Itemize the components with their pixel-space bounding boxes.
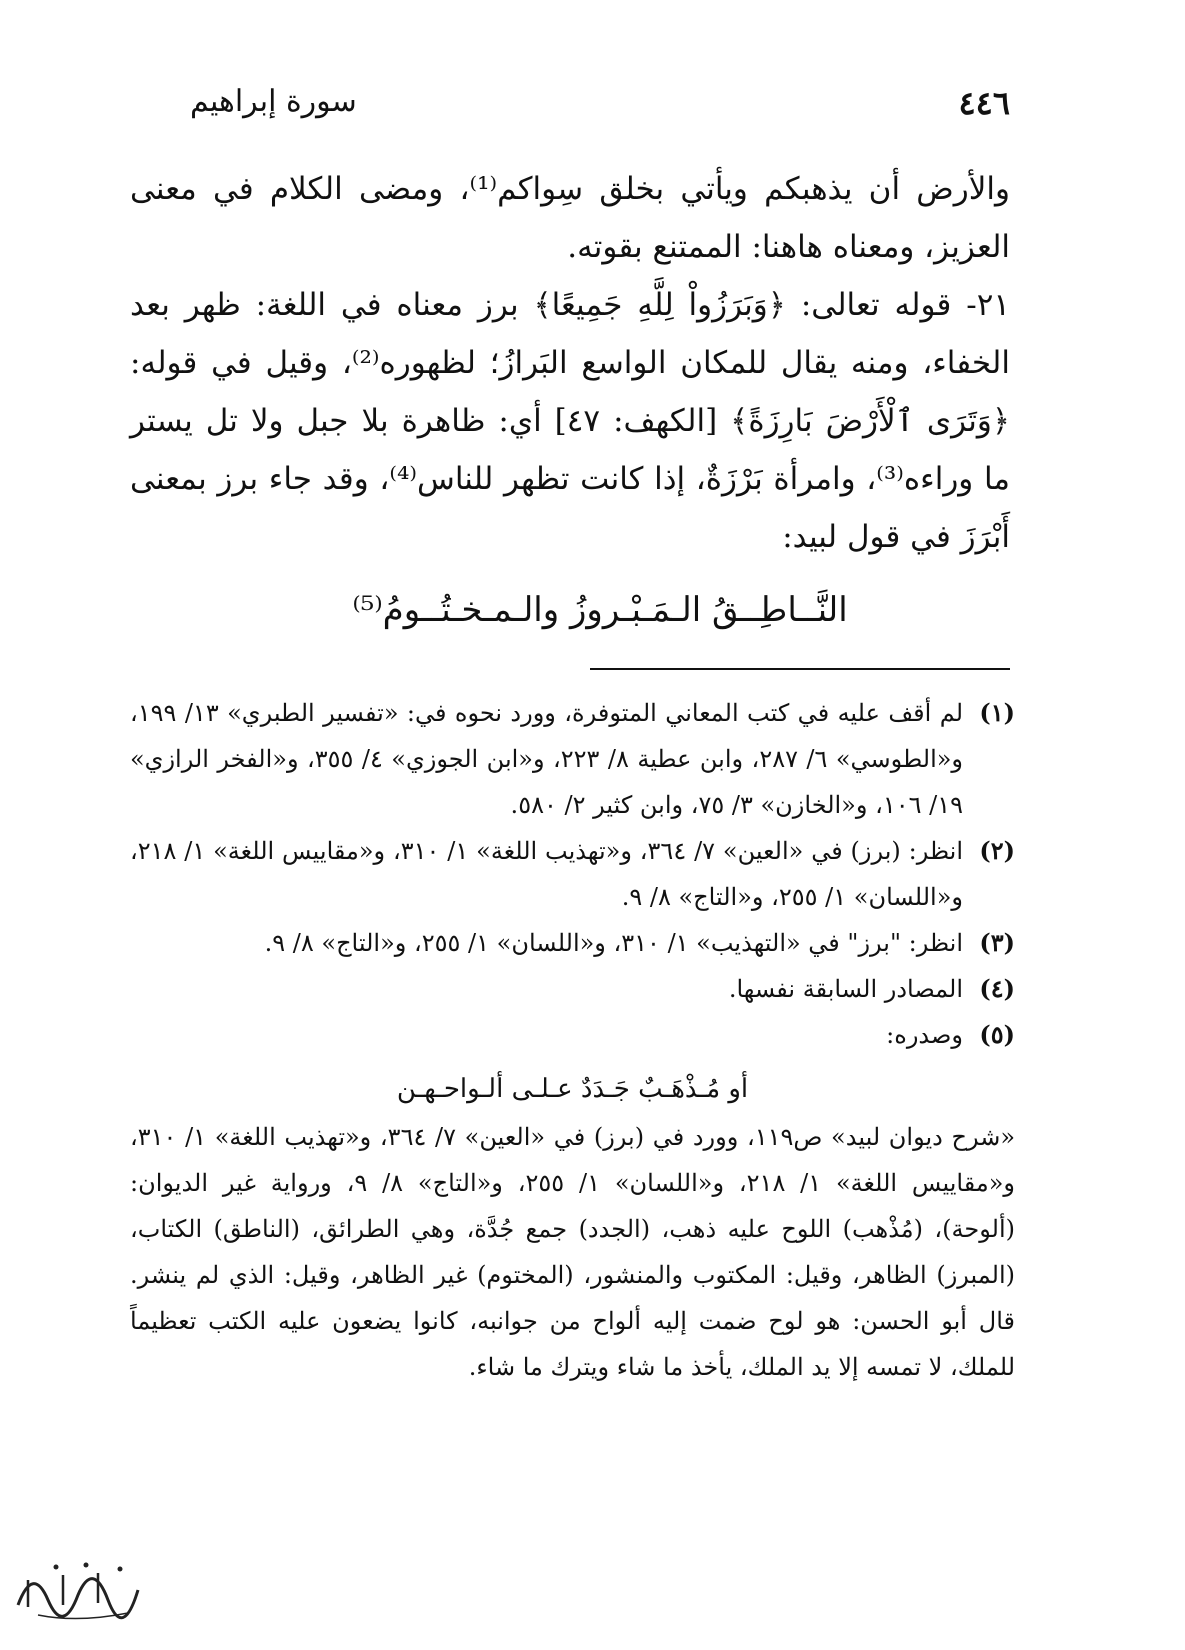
- footnote-text: المصادر السابقة نفسها.: [728, 975, 963, 1003]
- footnote-number: (٤): [979, 974, 1015, 1003]
- footnote-number: (١): [979, 698, 1015, 727]
- footnote-text: وصدره:: [886, 1021, 963, 1049]
- footnote-text: انظر: (برز) في «العين» ٧/ ٣٦٤، و«تهذيب اللغة» ١/ ٣١٠، و«مقاييس اللغة» ١/ ٢١٨، و«اللسان» ١/ ٢٥٥، و«التاج» ٨/ ٩.: [130, 837, 964, 911]
- footnotes: [130, 690, 1015, 1390]
- footnote: [130, 690, 1015, 828]
- footnote: [130, 966, 1015, 1012]
- footnote-number: (٢): [979, 836, 1015, 865]
- calligraphy-logo-icon: [8, 1545, 148, 1625]
- footnote: [130, 828, 1015, 920]
- poem-verse: النَّــاطِــقُ الـمَـبْـروزُ والـمـخـتُــومُ⁽⁵⁾: [352, 590, 848, 630]
- footnote-number: (٥): [979, 1020, 1015, 1049]
- page-header: [190, 80, 1010, 130]
- footnote-continuation: «شرح ديوان لبيد» ص١١٩، وورد في (برز) في «العين» ٧/ ٣٦٤، و«تهذيب اللغة» ١/ ٣١٠، و«مقاييس اللغة» ١/ ٢١٨، و«اللسان» ١/ ٢٥٥، و«التاج» ٨/ ٩، ورواية غير الديوان: (ألوحة)، (مُذْهب) اللوح عليه ذهب، (الجدد) جمع جُدَّة، وهي الطرائق، (الناطق) الكتاب، (المبرز) الظاهر، وقيل: المكتوب والمنشور، (المختوم) غير الظاهر، وقيل: الذي لم ينشر. قال أبو الحسن: هو لوح ضمت إليه ألواح من جوانبه، كانوا يضعون عليه الكتب تعظيماً للملك، لا تمسه إلا يد الملك، يأخذ ما شاء ويترك ما شاء.: [130, 1123, 1016, 1381]
- paragraph: ٢١- قوله تعالى: ﴿وَبَرَزُواْ لِلَّهِ جَمِيعًا﴾ برز معناه في اللغة: ظهر بعد الخفاء، ومنه يقال للمكان الواسع البَرازُ؛ لظهوره⁽²⁾، وقيل في قوله: ﴿وَتَرَى ٱلْأَرْضَ بَارِزَةً﴾ [الكهف: ٤٧] أي: ظاهرة بلا جبل ولا تل يستر ما وراءه⁽³⁾، وامرأة بَرْزَةٌ، إذا كانت تظهر للناس⁽⁴⁾، وقد جاء برز بمعنى أَبْرَزَ في قول لبيد:: [130, 287, 1011, 555]
- footnote-verse: أو مُـذْهَـبٌ جَـدَدٌ عـلـى ألـواحـهـن: [396, 1074, 749, 1104]
- footnote: [130, 1012, 1015, 1058]
- footnote-text: لم أقف عليه في كتب المعاني المتوفرة، وورد نحوه في: «تفسير الطبري» ١٣/ ١٩٩، و«الطوسي» ٦/ ٢٨٧، وابن عطية ٨/ ٢٢٣، و«ابن الجوزي» ٤/ ٣٥٥، و«الفخر الرازي» ١٩/ ١٠٦، و«الخازن» ٣/ ٧٥، وابن كثير ٢/ ٥٨٠.: [130, 699, 964, 819]
- running-head: سورة إبراهيم: [190, 84, 357, 119]
- page-number: ٤٤٦: [958, 84, 1010, 122]
- paragraph: والأرض أن يذهبكم ويأتي بخلق سِواكم⁽¹⁾، ومضى الكلام في معنى العزيز، ومعناه هاهنا: الممتنع بقوته.: [130, 171, 1010, 265]
- footnote: [130, 920, 1015, 966]
- main-text: [130, 160, 1010, 566]
- footnote-divider: [590, 668, 1010, 670]
- footnote-number: (٣): [979, 928, 1015, 957]
- footnote-text: انظر: "برز" في «التهذيب» ١/ ٣١٠، و«اللسان» ١/ ٢٥٥، و«التاج» ٨/ ٩.: [264, 929, 963, 957]
